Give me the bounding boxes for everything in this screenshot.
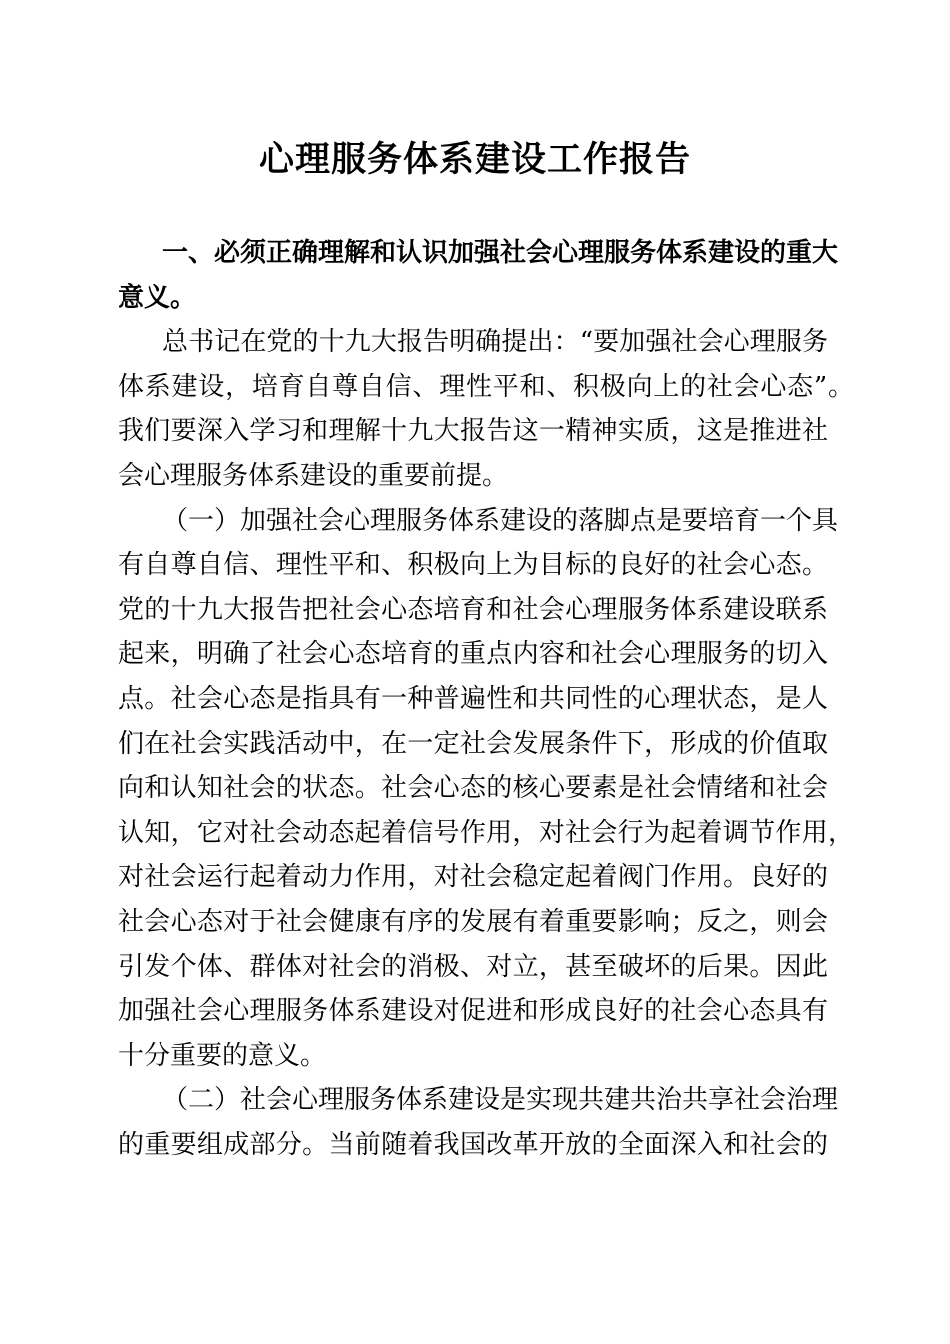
paragraph-line: 会心理服务体系建设的重要前提。 bbox=[118, 460, 509, 491]
paragraph-line: 党的十九大报告把社会心态培育和社会心理服务体系建设联系 bbox=[118, 594, 828, 625]
paragraph-line: 体系建设，培育自尊自信、理性平和、积极向上的社会心态”。 bbox=[118, 371, 854, 402]
paragraph-line: 对社会运行起着动力作用，对社会稳定起着阀门作用。良好的 bbox=[118, 862, 828, 893]
paragraph-line: 引发个体、群体对社会的消极、对立，甚至破坏的后果。因此 bbox=[118, 951, 828, 982]
subsection-lead-line: （二）社会心理服务体系建设是实现共建共治共享社会治理 bbox=[162, 1085, 839, 1116]
paragraph-line: 我们要深入学习和理解十九大报告这一精神实质，这是推进社 bbox=[118, 416, 828, 447]
paragraph-line: 有自尊自信、理性平和、积极向上为目标的良好的社会心态。 bbox=[118, 550, 828, 581]
paragraph-line: 加强社会心理服务体系建设对促进和形成良好的社会心态具有 bbox=[118, 996, 828, 1027]
paragraph-line: 点。社会心态是指具有一种普遍性和共同性的心理状态，是人 bbox=[118, 683, 828, 714]
subsection-lead-line: （一）加强社会心理服务体系建设的落脚点是要培育一个具 bbox=[162, 505, 839, 536]
document-body bbox=[118, 231, 854, 1167]
paragraph-line: 的重要组成部分。当前随着我国改革开放的全面深入和社会的 bbox=[118, 1129, 828, 1160]
paragraph-line: 总书记在党的十九大报告明确提出：“要加强社会心理服务 bbox=[162, 327, 828, 358]
paragraph-line: 起来，明确了社会心态培育的重点内容和社会心理服务的切入 bbox=[118, 639, 828, 670]
paragraph-line: 向和认知社会的状态。社会心态的核心要素是社会情绪和社会 bbox=[118, 773, 828, 804]
section-heading-line: 意义。 bbox=[118, 282, 197, 313]
section-heading-line: 一、必须正确理解和认识加强社会心理服务体系建设的重大 bbox=[162, 238, 839, 268]
paragraph-line: 社会心态对于社会健康有序的发展有着重要影响；反之，则会 bbox=[118, 906, 828, 937]
paragraph-line: 们在社会实践活动中，在一定社会发展条件下，形成的价值取 bbox=[118, 728, 828, 759]
paragraph-line: 十分重要的意义。 bbox=[118, 1040, 327, 1071]
document-title: 心理服务体系建设工作报告 bbox=[258, 139, 691, 180]
paragraph-line: 认知，它对社会动态起着信号作用，对社会行为起着调节作用， bbox=[118, 817, 854, 848]
